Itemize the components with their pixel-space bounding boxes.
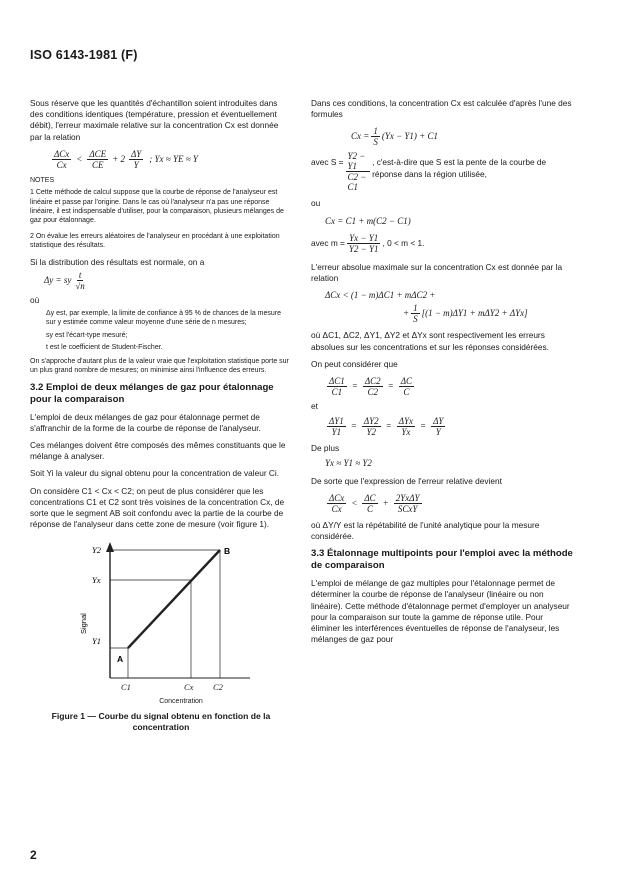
- paragraph: Dans ces conditions, la concentration Cx est calculée d'après l'une des formules: [311, 98, 572, 120]
- paragraph: Si la distribution des résultats est normale, on a: [30, 256, 205, 267]
- page-header: ISO 6143-1981 (F): [30, 48, 138, 62]
- left-column: [30, 98, 292, 733]
- equation-ratio-c: $\frac{\Delta C1}{C1}$ = $\frac{\Delta C2}{C2}$ = $\frac{\Delta C}{C}$: [329, 376, 413, 398]
- section-heading-3-2: 3.2 Emploi de deux mélanges de gaz pour étalonnage pour la comparaison: [30, 381, 274, 405]
- label-y1: Y1: [92, 636, 101, 647]
- label-ou: ou: [311, 198, 321, 209]
- paragraph: L'emploi de mélange de gaz multiples pour l'étalonnage permet de déterminer la courbe de réponse de l'analyseur (linéaire ou non linéaire). Cette méthode d'étalonnage permet d'employer un analyseur pour la comparaison sur toute la gamme de réponse utile. Pour éliminer les interférences éventuelles de réponse de l'analyseur, les mélanges de gaz pour: [311, 578, 570, 645]
- figure-1-plot: [30, 536, 292, 686]
- label-cx: Cx: [184, 682, 194, 693]
- section-heading-3-3: 3.3 Étalonnage multipoints pour l'emploi avec la méthode de comparaison: [311, 548, 573, 572]
- equation-relative-error: $\frac{\text{ΔCx}}{Cx}$ < $\frac{\text{ΔCE}}{CE}$ + 2 $\frac{\Delta Y}{Y}$ ; Yx ≈ YE ≈ Y: [54, 148, 198, 170]
- x-axis-label: Concentration: [159, 698, 203, 706]
- paragraph: L'erreur absolue maximale sur la concentration Cx est donnée par la relation: [311, 261, 563, 284]
- note-1: 1 Cette méthode de calcul suppose que la courbe de réponse de l'analyseur est linéaire et passe par l'origine. Dans le cas où l'analyseur n'a pas une réponse linéaire, il est indispensable d'utiliser, pour la comparaison, plusieurs mélanges de gaz pour étalonnage.: [30, 189, 284, 225]
- equation-relative-error-final: $\frac{\text{ΔCx}}{Cx}$ < $\frac{\Delta C}{C}$ + $\frac{\text{2YxΔY}}{\text{SCxY}}$: [329, 492, 420, 514]
- label-point-a: A: [117, 654, 124, 665]
- equation-abs-error-line2: + $\frac{1}{S}$ [(1 − m)ΔY1 + mΔY2 + ΔYx]: [403, 303, 528, 325]
- label-point-b: B: [224, 546, 231, 557]
- definition: sy est l'écart-type mesuré;: [46, 331, 128, 339]
- equation-abs-error-line1: ΔCx < (1 − m)ΔC1 + mΔC2 +: [325, 290, 436, 301]
- paragraph: On peut considérer que: [311, 358, 398, 369]
- page-number: 2: [30, 848, 37, 862]
- label-y2: Y2: [92, 545, 101, 556]
- label-et: et: [311, 401, 318, 412]
- equation-confidence: Δy = sy $\frac{t}{√n}$: [44, 269, 85, 291]
- note-2: 2 On évalue les erreurs aléatoires de l'analyseur en procédant à une exploitation statistique des résultats.: [30, 232, 280, 250]
- label-signal: Signal: [79, 613, 88, 635]
- paragraph: De sorte que l'expression de l'erreur relative devient: [311, 475, 502, 486]
- definition: t est le coefficient de Student-Fischer.: [46, 344, 163, 352]
- y-axis-arrow: [106, 542, 114, 552]
- paragraph: Soit Yi la valeur du signal obtenu pour la concentration de valeur Ci.: [30, 468, 280, 479]
- paragraph: où ΔY/Y est la répétabilité de l'unité analytique pour la mesure considérée.: [311, 519, 540, 542]
- figure-caption: Figure 1 — Courbe du signal obtenu en fonction de la concentration: [51, 710, 271, 732]
- figure-1: [30, 536, 292, 693]
- paragraph: où ΔC1, ΔC2, ΔY1, ΔY2 et ΔYx sont respectivement les erreurs absolues sur les concentrations et sur les réponses considérées.: [311, 330, 549, 352]
- paragraph: Sous réserve que les quantités d'échantillon soient introduites dans des conditions identiques (température, pression et éventuellement débit), l'erreur maximale relative sur la concentration Cx est donnée par la relation: [30, 98, 279, 142]
- response-curve-ab: [128, 550, 220, 648]
- equation-cx-m: Cx = C1 + m(C2 − C1): [325, 215, 411, 226]
- definition: Δy est, par exemple, la limite de confiance à 95 % de chances de la mesure sur y estimée comme valeur moyenne d'une série de n mesures;: [46, 310, 282, 327]
- label-yx: Yx: [92, 575, 101, 586]
- notes-title: NOTES: [30, 176, 55, 184]
- label-c2: C2: [213, 682, 223, 693]
- equation-y-approx: Yx ≈ Y1 ≈ Y2: [325, 458, 372, 469]
- paragraph: On s'approche d'autant plus de la valeur vraie que l'exploitation statistique porte sur un plus grand nombre de mesures; on minimise ainsi l'influence des erreurs.: [30, 357, 289, 375]
- paragraph: L'emploi de deux mélanges de gaz pour étalonnage permet de s'affranchir de la forme de la courbe de réponse de l'analyseur.: [30, 411, 261, 433]
- definition-m: avec m = $\frac{Yx - Y1}{Y2 - Y1}$ , 0 < m < 1.: [311, 232, 425, 254]
- label-c1: C1: [121, 682, 131, 693]
- label-ou: où: [30, 294, 40, 305]
- definition-s: avec S = $\frac{Y2 - Y1}{C2 - C1}$ , c'est-à-dire que S est la pente de la courbe de réponse dans la région utilisée,: [311, 151, 547, 193]
- equation-cx: Cx = $\frac{1}{S}$ (Yx − Y1) + C1: [351, 126, 438, 148]
- label-de-plus: De plus: [311, 443, 340, 454]
- equation-ratio-y: $\frac{\Delta Y1}{Y1}$ = $\frac{\Delta Y2}{Y2}$ = $\frac{\text{ΔYx}}{Yx}$ = $\frac{\Delta Y}{Y}$: [329, 416, 444, 438]
- paragraph: Ces mélanges doivent être composés des mêmes constituants que le mélange à analyser.: [30, 439, 286, 462]
- paragraph: On considère C1 < Cx < C2; on peut de plus considérer que les concentrations C1 et C2 sont très voisines de la concentration Cx, de sorte que le segment AB soit confondu avec la partie de la courbe de réponse de l'analyseur dans cette zone de mesure (voir figure 1).: [30, 485, 285, 530]
- right-column: [311, 98, 573, 651]
